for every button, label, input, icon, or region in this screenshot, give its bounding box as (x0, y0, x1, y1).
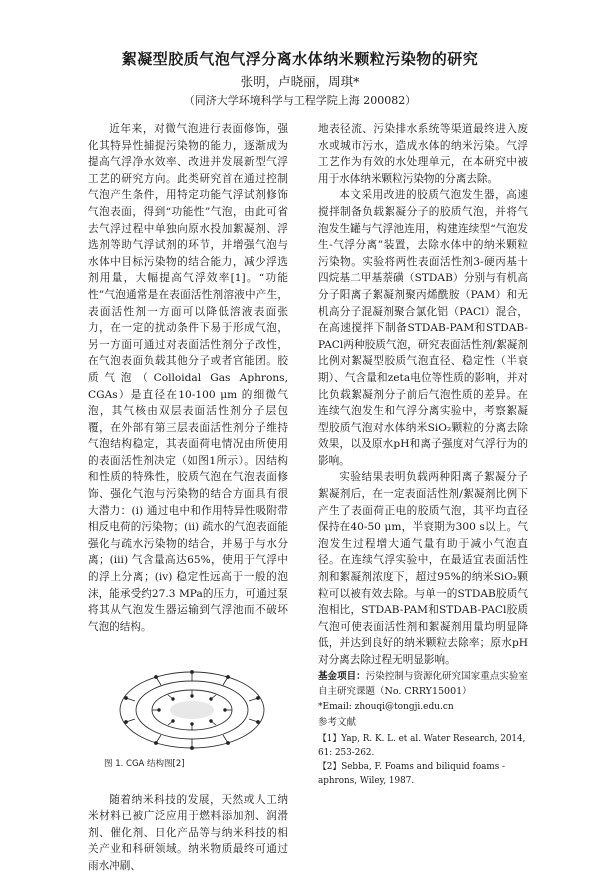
right-paragraph-3: 实验结果表明负载两种阳离子絮凝分子絮凝剂后，在一定表面活性剂/絮凝剂比例下产生了表面荷正电的胶质气泡，其平均直径保持在40-50 μm，半衰期为300 s以上。气泡发生过程增大通气量有助于减小气泡直径。在连续气浮实验中，在最适宜表面活性剂和絮凝剂浓度下，超过95%的纳米SiO₂颗粒可以被有效去除。与单一的STDAB胶质气泡相比，STDAB-PAM和STDAB-PACl胶质气泡可使表面活性剂和絮凝剂用量均明显降低，并达到良好的纳米颗粒去除率；原水pH对分离去除过程无明显影响。 (318, 471, 528, 666)
funding-text: 污染控制与资源化研究国家重点实验室自主研究课题（No. CRRY15001） (318, 670, 528, 697)
reference-1: 【1】Yap, R. K. L. et al. Water Research, 2014, 61: 253-262. (318, 733, 526, 758)
right-paragraph-2: 本文采用改进的胶质气泡发生器，高速搅拌制备负载絮凝分子的胶质气泡，并将气泡发生罐与气浮池连用，构建连续型“气泡发生-气浮分离”装置，去除水体中的纳米颗粒污染物。实验将两性表面活性剂3-硬丙基十四烷基二甲基萘磺（STDAB）分别与有机高分子阳离子絮凝剂聚丙烯酰胺（PAM）和无机高分子混凝剂聚合氯化铝（PACl）混合，在高速搅拌下制备STDAB-PAM和STDAB-PACl两种胶质气泡，研究表面活性剂/絮凝剂比例对絮凝型胶质气泡直径、稳定性（半衰期）、气含量和zeta电位等性质的影响，并对比负载絮凝剂分子前后气泡性质的差异。在连续气泡发生和气浮分离实验中，考察絮凝型胶质气泡对水体纳米SiO₂颗粒的分离去除效果，以及原水pH和离子强度对气浮行为的影响。 (318, 189, 528, 467)
paper-affiliation: （同济大学环境科学与工程学院上海 200082） (183, 94, 417, 107)
corresponding-email: *Email: zhouqi@tongji.edu.cn (318, 701, 454, 712)
left-paragraph-1: 近年来，对微气泡进行表面修饰，强化其特异性捕捉污染物的能力，逐渐成为提高气浮净水效率、改进并发展新型气浮工艺的研究方向。此类研究首在通过控制气泡产生条件，用特定功能气浮试剂修饰气泡表面，得到“功能性”气泡，由此可省去气浮过程中单独向原水投加絮凝剂、浮选剂等助气浮试剂的环节，并增强气泡与水体中目标污染物的结合能力，减少浮选剂用量，大幅提高气浮效率[1]。“功能性”气泡通常是在表面活性剂溶液中产生，表面活性剂一方面可以降低溶液表面张力，在一定的扰动条件下易于形成气泡，另一方面可通过对表面活性剂分子改性，在气泡表面负载其他分子或者官能团。胶质气泡（Colloidal Gas Aphrons, CGAs）是直径在10-100 μm 的细微气泡，其气核由双层表面活性剂分子层包覆，在外部有第三层表面活性剂分子维持气泡结构稳定，其表面荷电情况由所使用的表面活性剂决定（如图1所示）。因结构和性质的特殊性，胶质气泡在气泡表面修饰、强化气泡与污染物的结合方面具有很大潜力：(i) 通过电中和作用特异性吸附带相反电荷的污染物；(ii) 疏水的气泡表面能强化与疏水污染物的结合，并易于与水分离；(iii) 气含量高达65%，使用于气浮中的浮上分离；(iv) 稳定性远高于一般的泡沫，能承受约27.3 MPa的压力，可通过泵将其从气泡发生器运输到气浮池而不破坏气泡的结构。 (88, 123, 288, 633)
cga-structure-figure (112, 668, 272, 750)
figure-gas-core (170, 701, 214, 719)
right-paragraph-1: 地表径流、污染排水系统等渠道最终进入废水或城市污水，造成水体的纳米污染。气浮工艺作为有效的水处理单元，在本研究中被用于水体纳米颗粒污染物的分离去除。 (318, 123, 528, 185)
references-heading: 参考文献 (318, 717, 357, 729)
right-column (318, 121, 528, 788)
reference-2: 【2】Sebba, F. Foams and biliquid foams - aphrons, Wiley, 1987. (318, 761, 506, 786)
left-paragraph-2-block (88, 781, 288, 885)
paper-authors: 张明，卢晓丽，周琪* (240, 74, 360, 89)
figure-caption: 图 1. CGA 结构图[2] (104, 759, 185, 769)
left-paragraph-2: 随着纳米科技的发展，天然或人工纳米材料已被广泛应用于燃料添加剂、润滑剂、催化剂、日化产品等与纳米科技的相关产业和科研领域。纳米物质最终可通过雨水冲刷、 (88, 793, 288, 872)
left-column (88, 121, 288, 635)
funding-label: 基金项目： (318, 670, 366, 682)
paper-title: 絮凝型胶质气泡气浮分离水体纳米颗粒污染物的研究 (121, 50, 479, 68)
funding-note (318, 669, 528, 699)
